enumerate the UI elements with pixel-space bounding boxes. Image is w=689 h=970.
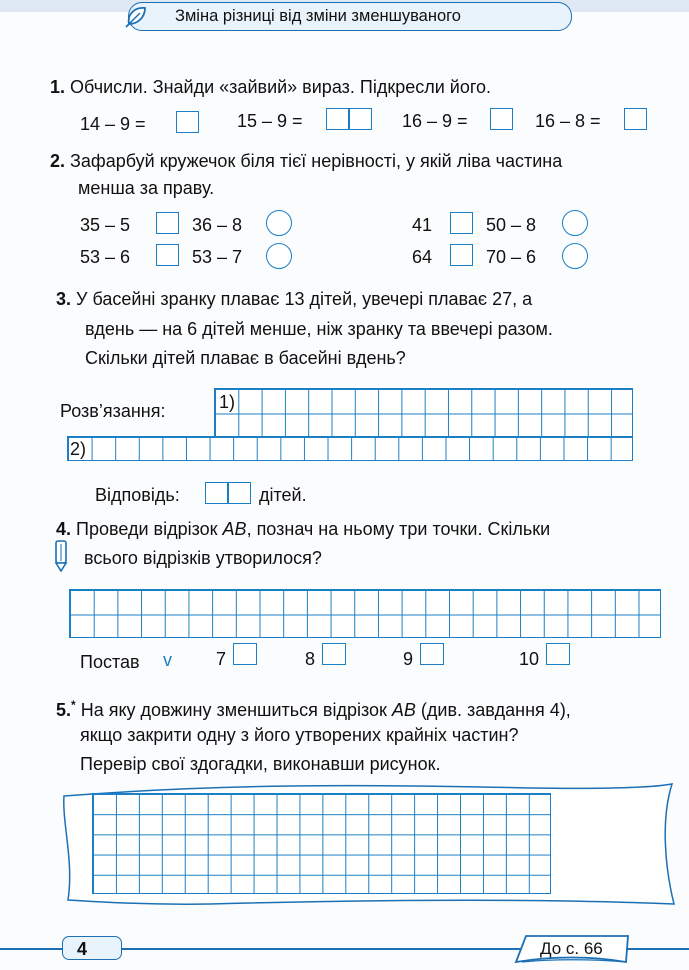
task4-grid[interactable] <box>69 589 661 638</box>
solution-label: Розв’язання: <box>60 401 166 421</box>
ineq-left-1: 35 – 5 <box>80 215 131 235</box>
check-mark: v <box>163 650 172 670</box>
task5-text-line3: Перевір свої здогадки, виконавши рисунок. <box>80 754 441 774</box>
expr-1: 14 – 9 = <box>80 114 146 134</box>
circle-3[interactable] <box>266 243 292 269</box>
task5-number: 5. <box>56 700 72 720</box>
ineq-right-1: 36 – 8 <box>192 215 243 235</box>
ineq-left-3: 53 – 6 <box>80 247 131 267</box>
circle-4[interactable] <box>562 243 588 269</box>
option-10-box[interactable] <box>546 643 570 665</box>
task2-instruction <box>50 150 562 172</box>
task3-line1 <box>56 288 532 310</box>
ineq-right-2: 50 – 8 <box>486 215 537 235</box>
task5-text-a: На яку довжину зменшиться відрізок <box>80 700 392 720</box>
option-10-label: 10 <box>519 649 540 669</box>
task1-number: 1. <box>50 77 66 97</box>
answer-box-3[interactable] <box>490 108 513 130</box>
answer-box-4[interactable] <box>624 108 647 130</box>
option-9-label: 9 <box>403 649 414 669</box>
compare-box-1[interactable] <box>156 212 179 234</box>
page-title: Зміна різниці від зміни зменшуваного <box>175 7 461 25</box>
pencil-icon <box>52 539 70 573</box>
task3-text-line1: У басейні зранку плаває 13 дітей, увечері плаває 27, а <box>76 289 533 309</box>
task1-instruction <box>50 76 491 98</box>
leaf-icon <box>123 4 153 30</box>
task5-text-line2: якщо закрити одну з його утворених крайніх частин? <box>80 725 519 745</box>
task5-line1 <box>56 694 571 721</box>
compare-box-2[interactable] <box>450 212 473 234</box>
task4-text-line2: всього відрізків утворилося? <box>84 548 322 568</box>
task4-number: 4. <box>56 519 72 539</box>
expr-3: 16 – 9 = <box>402 111 468 131</box>
task2-number: 2. <box>50 151 66 171</box>
page-number: 4 <box>62 936 122 960</box>
ineq-left-2: 41 <box>412 215 433 235</box>
put-label: Постав <box>80 652 140 672</box>
expr-2: 15 – 9 = <box>237 111 303 131</box>
task5-grid[interactable] <box>92 793 551 894</box>
answer-label: Відповідь: <box>95 485 180 505</box>
task5-star: * <box>71 698 76 712</box>
task3-text-line3: Скільки дітей плаває в басейні вдень? <box>85 348 406 368</box>
answer-unit: дітей. <box>259 485 307 505</box>
solution-grid-bottom[interactable] <box>67 436 633 461</box>
task4-text-b: , познач на ньому три точки. Скільки <box>246 519 551 539</box>
expr-4: 16 – 8 = <box>535 111 601 131</box>
task5-text-b: (див. завдання 4), <box>415 700 571 720</box>
option-8-label: 8 <box>305 649 316 669</box>
segment-ab-ref: AB <box>391 700 416 720</box>
ineq-right-3: 53 – 7 <box>192 247 243 267</box>
task3-text-line2: вдень — на 6 дітей менше, ніж зранку та ввечері разом. <box>85 319 553 339</box>
option-7-box[interactable] <box>233 643 257 665</box>
option-8-box[interactable] <box>322 643 346 665</box>
compare-box-4[interactable] <box>450 244 473 266</box>
circle-2[interactable] <box>562 210 588 236</box>
option-7-label: 7 <box>216 649 227 669</box>
ineq-left-4: 64 <box>412 247 433 267</box>
solution-grid-top[interactable] <box>214 388 633 437</box>
step-1-label: 1) <box>219 392 236 412</box>
circle-1[interactable] <box>266 210 292 236</box>
ineq-right-4: 70 – 6 <box>486 247 537 267</box>
segment-ab-label: AB <box>222 519 247 539</box>
topic-header <box>128 2 572 31</box>
option-9-box[interactable] <box>420 643 444 665</box>
page-reference: До с. 66 <box>540 939 603 958</box>
task3-number: 3. <box>56 289 72 309</box>
task4-text-a: Проведи відрізок <box>76 519 223 539</box>
task2-text-line1: Зафарбуй кружечок біля тієї нерівності, у якій ліва частина <box>70 151 563 171</box>
answer-box-1[interactable] <box>176 111 199 133</box>
task4-line1 <box>56 518 550 540</box>
task2-text-line2: менша за праву. <box>78 178 215 198</box>
task1-text: Обчисли. Знайди «зайвий» вираз. Підкресли його. <box>70 77 492 97</box>
step-2-label: 2) <box>70 439 87 459</box>
compare-box-3[interactable] <box>156 244 179 266</box>
